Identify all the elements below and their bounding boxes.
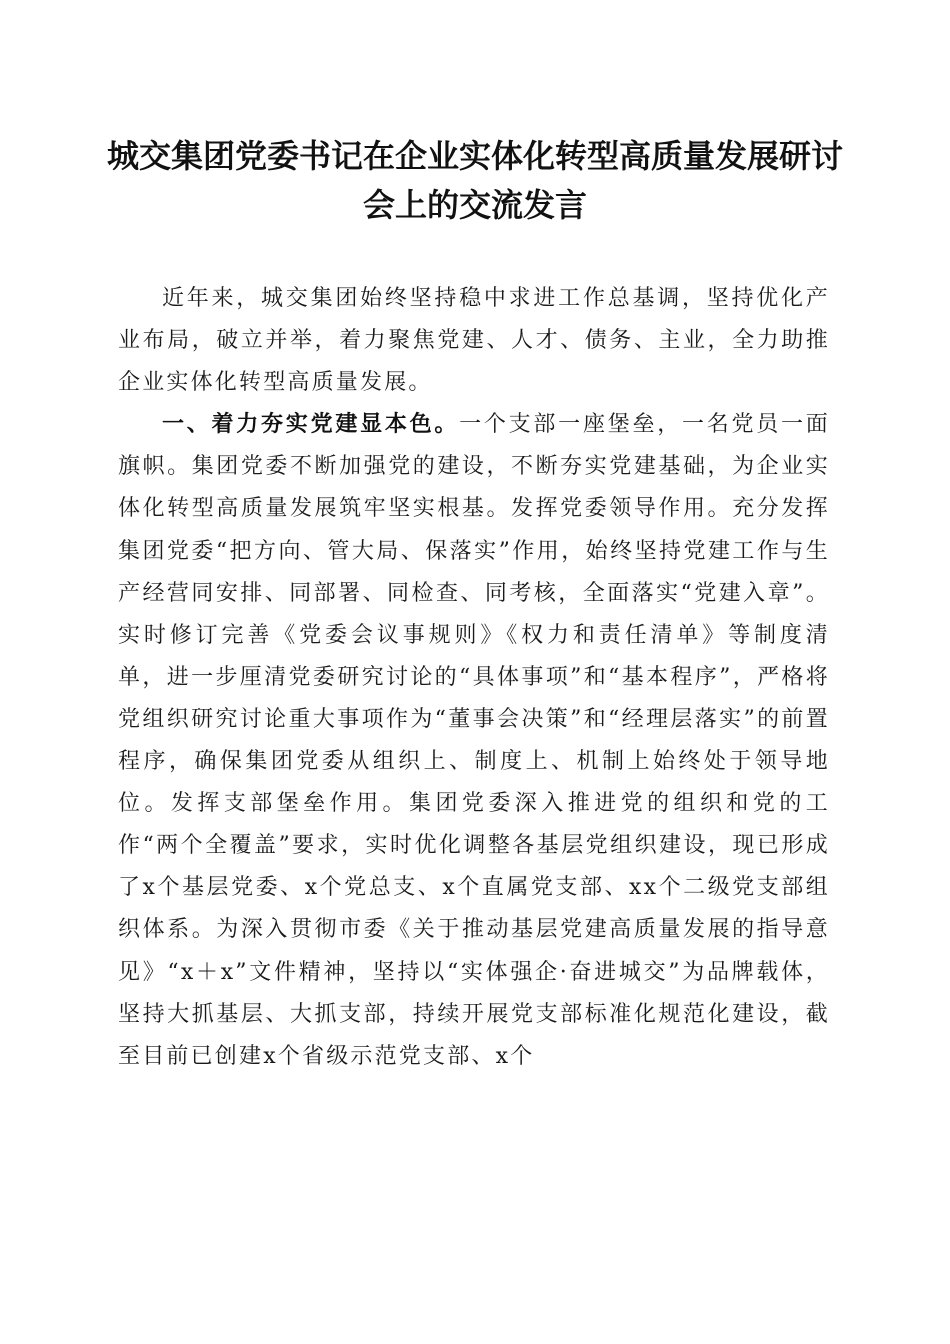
section-one-text: 一个支部一座堡垒，一名党员一面旗帜。集团党委不断加强党的建设，不断夯实党建基础，为企业实体化转型高质量发展筑牢坚实根基。发挥党委领导作用。充分发挥集团党委“把方向、管大局、保落实”作用，始终坚持党建工作与生产经营同安排、同部署、同检查、同考核，全面落实“党建入章”。实时修订完善《党委会议事规则》《权力和责任清单》等制度清单，进一步厘清党委研究讨论的“具体事项”和“基本程序”，严格将党组织研究讨论重大事项作为“董事会决策”和“经理层落实”的前置程序，确保集团党委从组织上、制度上、机制上始终处于领导地位。发挥支部堡垒作用。集团党委深入推进党的组织和党的工作“两个全覆盖”要求，实时优化调整各基层党组织建设，现已形成了x个基层党委、x个党总支、x个直属党支部、xx个二级党支部组织体系。为深入贯彻市委《关于推动基层党建高质量发展的指导意见》“x＋x”文件精神，坚持以“实体强企·奋进城交”为品牌载体，坚持大抓基层、大抓支部，持续开展党支部标准化规范化建设，截至目前已创建x个省级示范党支部、x个 xyxy=(118,412,830,1069)
intro-paragraph xyxy=(118,278,830,404)
document-title: 城交集团党委书记在企业实体化转型高质量发展研讨会上的交流发言 xyxy=(106,137,843,224)
intro-paragraph-text: 近年来，城交集团始终坚持稳中求进工作总基调，坚持优化产业布局，破立并举，着力聚焦党建、人才、债务、主业，全力助推企业实体化转型高质量发展。 xyxy=(118,286,830,396)
section-one-heading: 一、着力夯实党建显本色。 xyxy=(162,412,460,438)
document-body xyxy=(118,278,830,1078)
section-one-paragraph xyxy=(118,404,830,1078)
